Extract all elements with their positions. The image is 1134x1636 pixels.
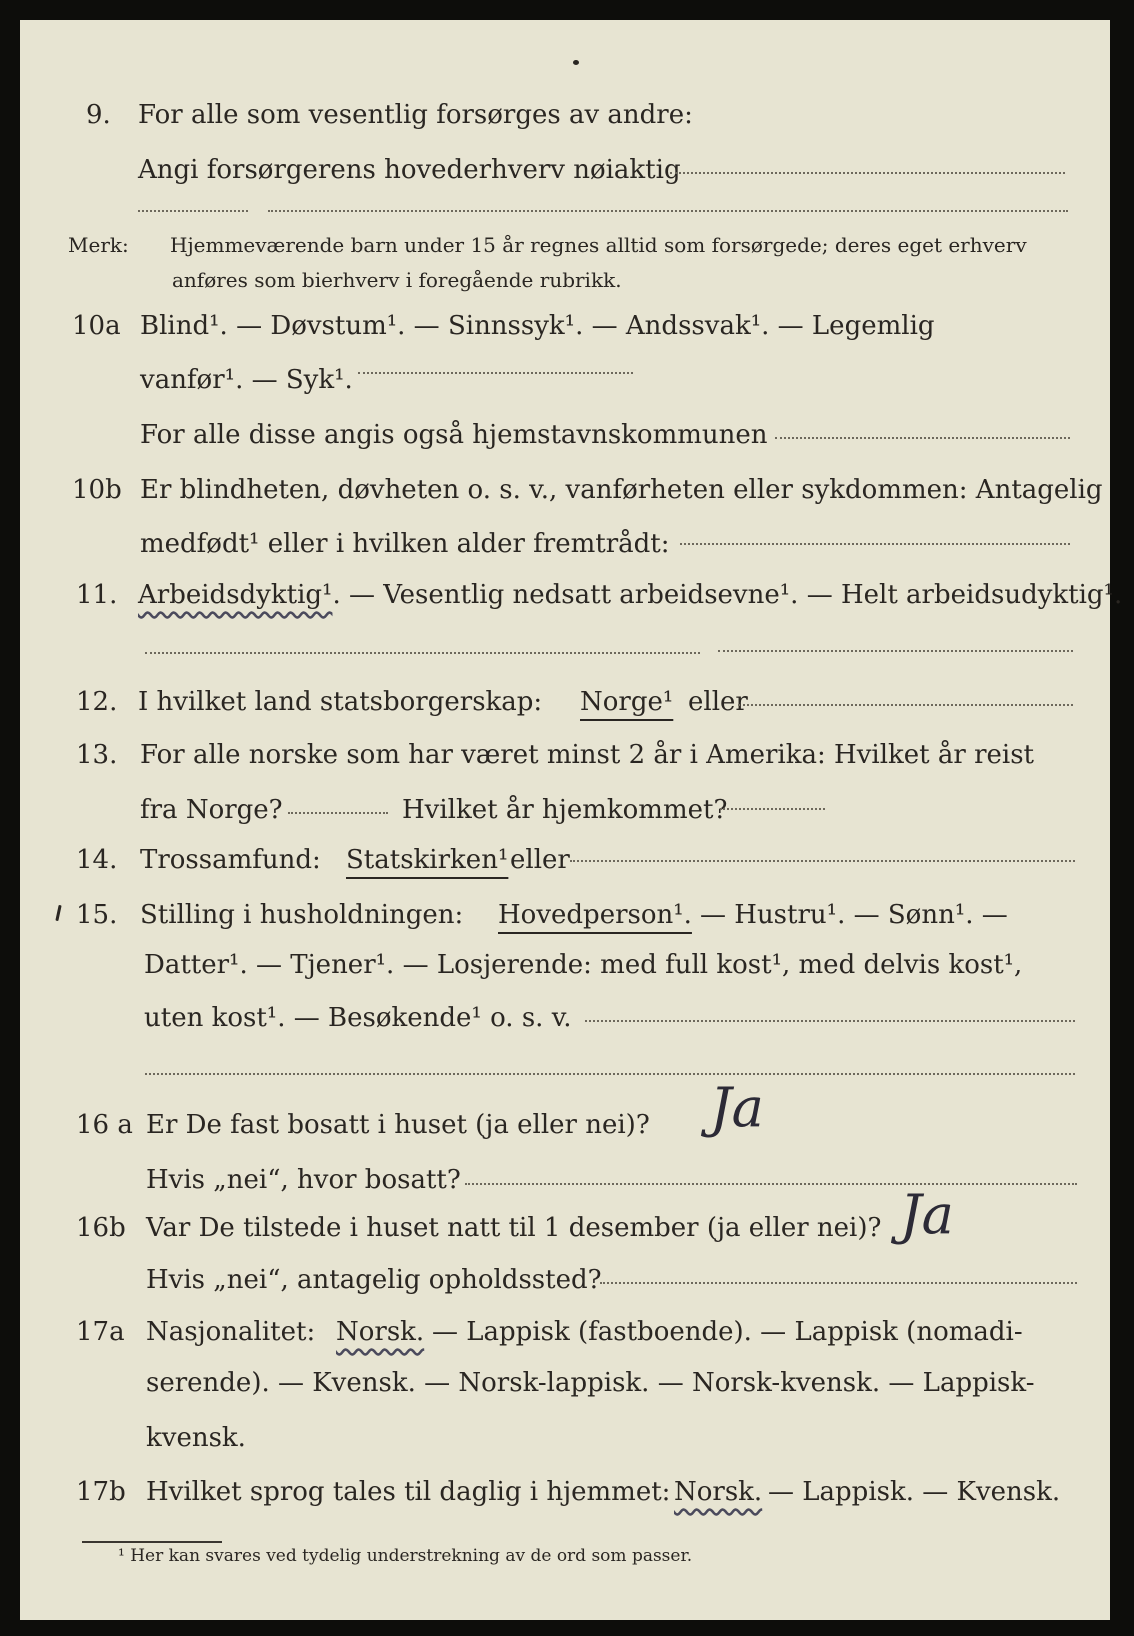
q16a-text: Er De fast bosatt i huset (ja eller nei)? — [146, 1110, 650, 1140]
q16b-number: 16b — [76, 1213, 126, 1243]
q12-number: 12. — [76, 687, 118, 717]
merk-text-2: anføres som bierhverv i foregående rubrikk. — [172, 268, 622, 292]
q15-text-3: uten kost¹. — Besøkende¹ o. s. v. — [144, 1003, 572, 1033]
q9-answer-field[interactable] — [670, 172, 1065, 174]
q10a-text-3: For alle disse angis også hjemstavnskommunen — [140, 420, 768, 450]
q14-pre: Trossamfund: — [140, 845, 321, 875]
q13-number: 13. — [76, 740, 118, 770]
q17a-text-3: kvensk. — [146, 1423, 246, 1453]
q12-pre: I hvilket land statsborgerskap: — [138, 687, 543, 717]
q10a-text: Blind¹. — Døvstum¹. — Sinnssyk¹. — Andssvak¹. — Legemlig — [140, 311, 935, 341]
footnote-rule — [82, 1541, 222, 1543]
q17a-post: — Lappisk (fastboende). — Lappisk (nomadi- — [432, 1317, 1023, 1347]
q15-option-hovedperson[interactable]: Hovedperson¹. — [498, 900, 692, 930]
q12-answer-field[interactable] — [738, 704, 1073, 706]
q17b-post: — Lappisk. — Kvensk. — [768, 1477, 1061, 1507]
q16a-answer-field[interactable] — [465, 1183, 1077, 1185]
q10b-text-2: medfødt¹ eller i hvilken alder fremtrådt: — [140, 529, 670, 559]
ink-speck — [573, 60, 579, 65]
q14-number: 14. — [76, 845, 118, 875]
q13-year-returned-field[interactable] — [720, 808, 825, 810]
q11-answer-field-a[interactable] — [145, 652, 700, 654]
merk-text: Hjemmeværende barn under 15 år regnes alltid som forsørgede; deres eget erhverv — [170, 233, 1027, 257]
q17a-pre: Nasjonalitet: — [146, 1317, 316, 1347]
q16b-handwritten-answer[interactable]: Ja — [900, 1183, 954, 1246]
pencil-mark — [55, 905, 61, 921]
q16b-text: Var De tilstede i huset natt til 1 desember (ja eller nei)? — [146, 1213, 882, 1243]
q16b-text-2: Hvis „nei“, antagelig opholdssted? — [146, 1265, 602, 1295]
q10b-answer-field[interactable] — [680, 543, 1070, 545]
q10a-hometown-field[interactable] — [775, 437, 1070, 439]
q16a-number: 16 a — [76, 1110, 133, 1140]
q10b-number: 10b — [72, 475, 122, 505]
q9-number: 9. — [86, 100, 111, 130]
q9-text-2: Angi forsørgerens hovederhverv nøiaktig — [138, 155, 681, 185]
q16b-answer-field[interactable] — [600, 1282, 1077, 1284]
footnote: ¹ Her kan svares ved tydelig understrekning av de ord som passer. — [118, 1546, 693, 1566]
q13-year-left-field[interactable] — [288, 812, 388, 814]
q9-text: For alle som vesentlig forsørges av andre: — [138, 100, 693, 130]
q10a-answer-field[interactable] — [358, 372, 633, 374]
q11-number: 11. — [76, 580, 118, 610]
q17b-number: 17b — [76, 1477, 126, 1507]
q10b-text: Er blindheten, døvheten o. s. v., vanførheten eller sykdommen: Antagelig — [140, 475, 1103, 505]
q14-option-statskirken[interactable]: Statskirken¹ — [346, 845, 509, 875]
census-form-page — [20, 20, 1123, 1620]
q15-pre: Stilling i husholdningen: — [140, 900, 464, 930]
q17b-pre: Hvilket sprog tales til daglig i hjemmet: — [146, 1477, 671, 1507]
q15-answer-field-2[interactable] — [145, 1073, 1075, 1075]
q11-option-arbeidsdyktig[interactable]: Arbeidsdyktig¹ — [138, 580, 333, 610]
q15-text-2: Datter¹. — Tjener¹. — Losjerende: med full kost¹, med delvis kost¹, — [144, 950, 1023, 980]
q14-answer-field[interactable] — [570, 860, 1075, 862]
q15-number: 15. — [76, 900, 118, 930]
q17a-number: 17a — [76, 1317, 125, 1347]
q13-text-2a: fra Norge? — [140, 795, 283, 825]
q11-answer-field-b[interactable] — [718, 650, 1073, 652]
q14-post: eller — [510, 845, 570, 875]
q11-rest: . — Vesentlig nedsatt arbeidsevne¹. — Helt arbeidsudyktig¹. — [332, 580, 1123, 610]
q12-option-norge[interactable]: Norge¹ — [580, 687, 674, 717]
q10a-number: 10a — [72, 311, 121, 341]
q11-text — [138, 575, 1122, 615]
q17b-option-norsk[interactable]: Norsk. — [674, 1477, 763, 1507]
q15-answer-field[interactable] — [585, 1020, 1075, 1022]
merk-label: Merk: — [68, 233, 129, 257]
q15-post: — Hustru¹. — Sønn¹. — — [700, 900, 1008, 930]
q13-text-2b: Hvilket år hjemkommet? — [402, 795, 728, 825]
q16a-text-2: Hvis „nei“, hvor bosatt? — [146, 1165, 461, 1195]
q9-answer-field-2b[interactable] — [268, 210, 1068, 212]
q12-post: eller — [688, 687, 748, 717]
q16a-handwritten-answer[interactable]: Ja — [710, 1076, 764, 1139]
q17a-option-norsk[interactable]: Norsk. — [336, 1317, 425, 1347]
q17a-text-2: serende). — Kvensk. — Norsk-lappisk. — Norsk-kvensk. — Lappisk- — [146, 1368, 1035, 1398]
q10a-text-2: vanfør¹. — Syk¹. — [140, 365, 353, 395]
q9-answer-field-2a[interactable] — [138, 210, 248, 212]
q13-text: For alle norske som har været minst 2 år i Amerika: Hvilket år reist — [140, 740, 1034, 770]
